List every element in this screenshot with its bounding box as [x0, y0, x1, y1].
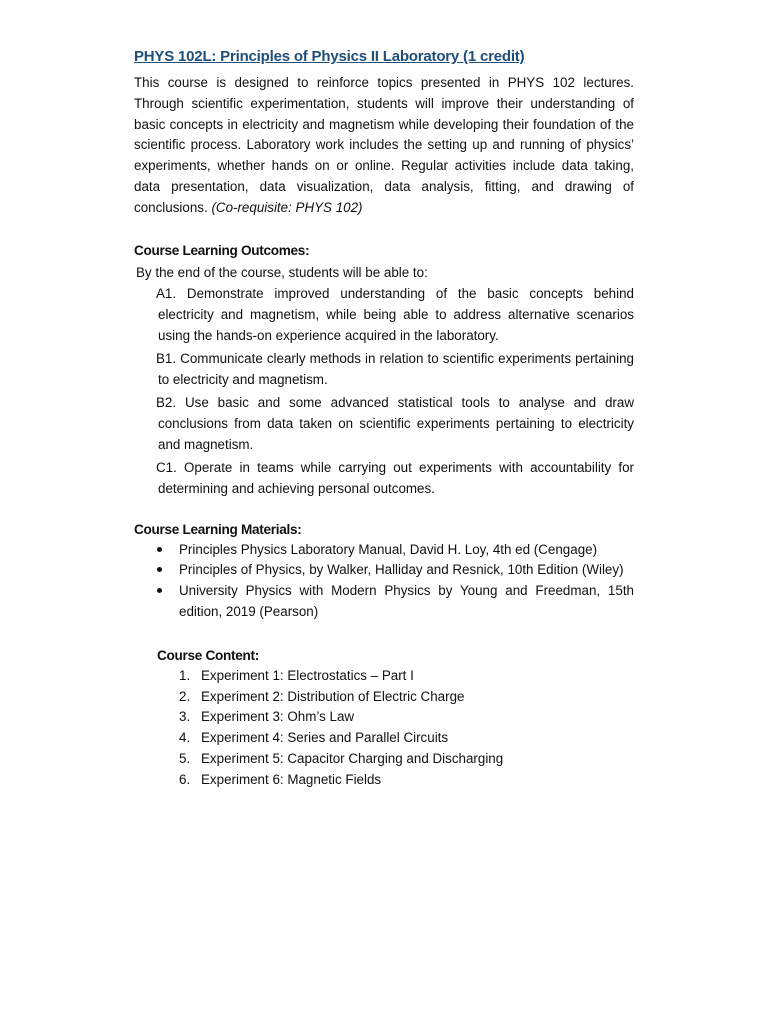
outcomes-list — [134, 284, 634, 499]
corequisite-note: (Co-requisite: PHYS 102) — [211, 199, 363, 215]
outcome-item-c1: C1. Operate in teams while carrying out experiments with accountability for determining and achieving personal outcomes. — [156, 459, 634, 496]
material-item — [179, 581, 634, 623]
content-item-text: Experiment 4: Series and Parallel Circuits — [201, 730, 449, 746]
material-text: University Physics with Modern Physics by Young and Freedman, 15th edition, 2019 (Pearson) — [179, 583, 634, 619]
document-page — [134, 46, 634, 790]
content-item — [179, 770, 634, 791]
bullet-icon — [157, 588, 162, 593]
outcome-item-a1: A1. Demonstrate improved understanding of the basic concepts behind electricity and magnetism, while being able to address alternative scenarios using the hands-on experience acquired in the laboratory. — [156, 286, 634, 343]
content-item — [179, 687, 634, 708]
outcomes-intro: By the end of the course, students will be able to: — [136, 264, 428, 280]
content-item-text: Experiment 6: Magnetic Fields — [201, 771, 382, 787]
course-title: PHYS 102L: Principles of Physics II Laboratory (1 credit) — [134, 48, 525, 65]
content-item-text: Experiment 1: Electrostatics – Part I — [201, 667, 414, 683]
bullet-icon — [157, 547, 162, 552]
material-text: Principles of Physics, by Walker, Halliday and Resnick, 10th Edition (Wiley) — [179, 562, 624, 578]
content-item — [179, 749, 634, 770]
outcomes-heading: Course Learning Outcomes: — [134, 242, 310, 258]
material-item — [179, 560, 634, 581]
content-item-number: 3. — [179, 709, 191, 725]
material-item — [179, 540, 634, 561]
content-item-text: Experiment 3: Ohm’s Law — [201, 709, 355, 725]
content-item — [179, 707, 634, 728]
content-item-number: 2. — [179, 688, 191, 704]
content-item — [179, 728, 634, 749]
content-list — [134, 666, 634, 791]
content-heading: Course Content: — [157, 647, 259, 663]
material-text: Principles Physics Laboratory Manual, David H. Loy, 4th ed (Cengage) — [179, 541, 598, 557]
content-item-number: 1. — [179, 667, 191, 683]
content-item-number: 5. — [179, 750, 191, 766]
description-text: This course is designed to reinforce topics presented in PHYS 102 lectures. Through scientific experimentation, students will improve their understanding of basic concepts in electricity and magnetism while developing their foundation of the scientific process. Laboratory work includes the setting up and running of physics’ experiments, whether hands on or online. Regular activities include data taking, data presentation, data visualization, data analysis, fitting, and drawing of conclusions. — [134, 75, 634, 215]
content-item-text: Experiment 5: Capacitor Charging and Discharging — [201, 750, 504, 766]
outcome-item-b1: B1. Communicate clearly methods in relation to scientific experiments pertaining to electricity and magnetism. — [156, 351, 634, 387]
outcome-item-b2: B2. Use basic and some advanced statistical tools to analyse and draw conclusions from data taken on scientific experiments pertaining to electricity and magnetism. — [156, 395, 634, 452]
content-item-text: Experiment 2: Distribution of Electric Charge — [201, 688, 465, 704]
content-item-number: 6. — [179, 771, 191, 787]
content-item — [179, 666, 634, 687]
content-item-number: 4. — [179, 730, 191, 746]
materials-heading: Course Learning Materials: — [134, 521, 302, 537]
bullet-icon — [157, 567, 162, 572]
course-description — [134, 73, 634, 219]
materials-list — [134, 540, 634, 623]
